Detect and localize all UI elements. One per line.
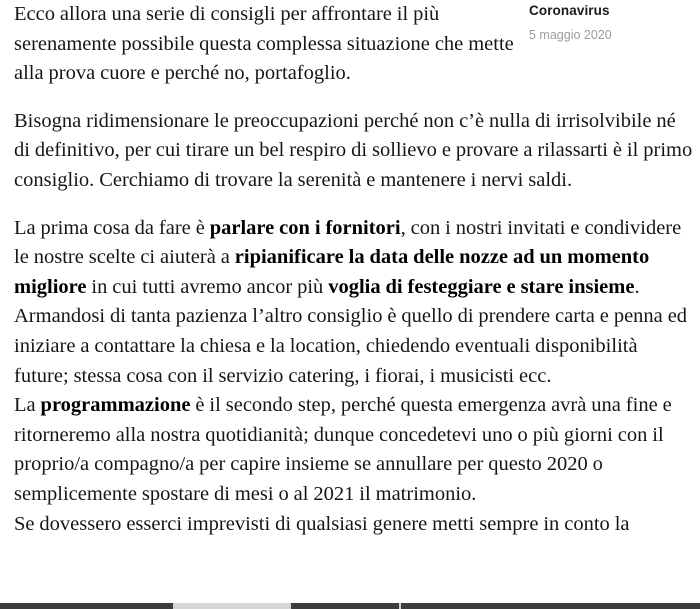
footer-segment [291,603,399,609]
article-paragraph: Se dovessero esserci imprevisti di qualsiasi genere metti sempre in conto la [14,512,630,535]
article-paragraph: La programmazione è il secondo step, perché questa emergenza avrà una fine e ritorneremo alla nostra quotidianità; dunque concedetevi uno o più giorni con il proprio/a compagno/a per capire insieme se annullare per questo 2020 o semplicemente spostare di mesi o al 2021 il matrimonio. [14,394,672,505]
emphasised-text: voglia di festeggiare e stare insieme [328,275,635,298]
footer-segment [401,603,700,609]
article-category-label[interactable]: Coronavirus [529,3,610,18]
article-publish-date: 5 maggio 2020 [529,28,612,42]
emphasised-text: parlare con i fornitori [209,216,401,239]
article-paragraph: Ecco allora una serie di consigli per affrontare il più serenamente possibile questa complessa situazione che mette alla prova cuore e perché no, portafoglio. [14,3,514,85]
emphasised-text: programmazione [40,394,191,417]
cropped-footer-bar[interactable] [0,601,700,609]
article-paragraph: La prima cosa da fare è parlare con i fornitori, con i nostri invitati e condividere le nostre scelte ci aiuterà a ripianificare la data delle nozze ad un momento migliore in cui tutti avremo ancor più voglia di festeggiare e stare insieme. Armandosi di tanta pazienza l’altro consiglio è quello di prendere carta e penna ed iniziare a contattare la chiesa e la location, chiedendo eventuali disponibilità future; stessa cosa con il servizio catering, i fiorai, i musicisti ecc. [14,216,688,387]
article-body [14,0,694,539]
footer-segment [173,603,291,609]
article-paragraph: Bisogna ridimensionare le preoccupazioni perché non c’è nulla di irrisolvibile né di definitivo, per cui tirare un bel respiro di sollievo e provare a rilassarti è il primo consiglio. Cerchiamo di trovare la serenità e mantenere i nervi saldi. [14,109,693,191]
footer-segment [0,603,173,609]
emphasised-text: ripianificare la data delle nozze ad un momento migliore [14,246,650,298]
